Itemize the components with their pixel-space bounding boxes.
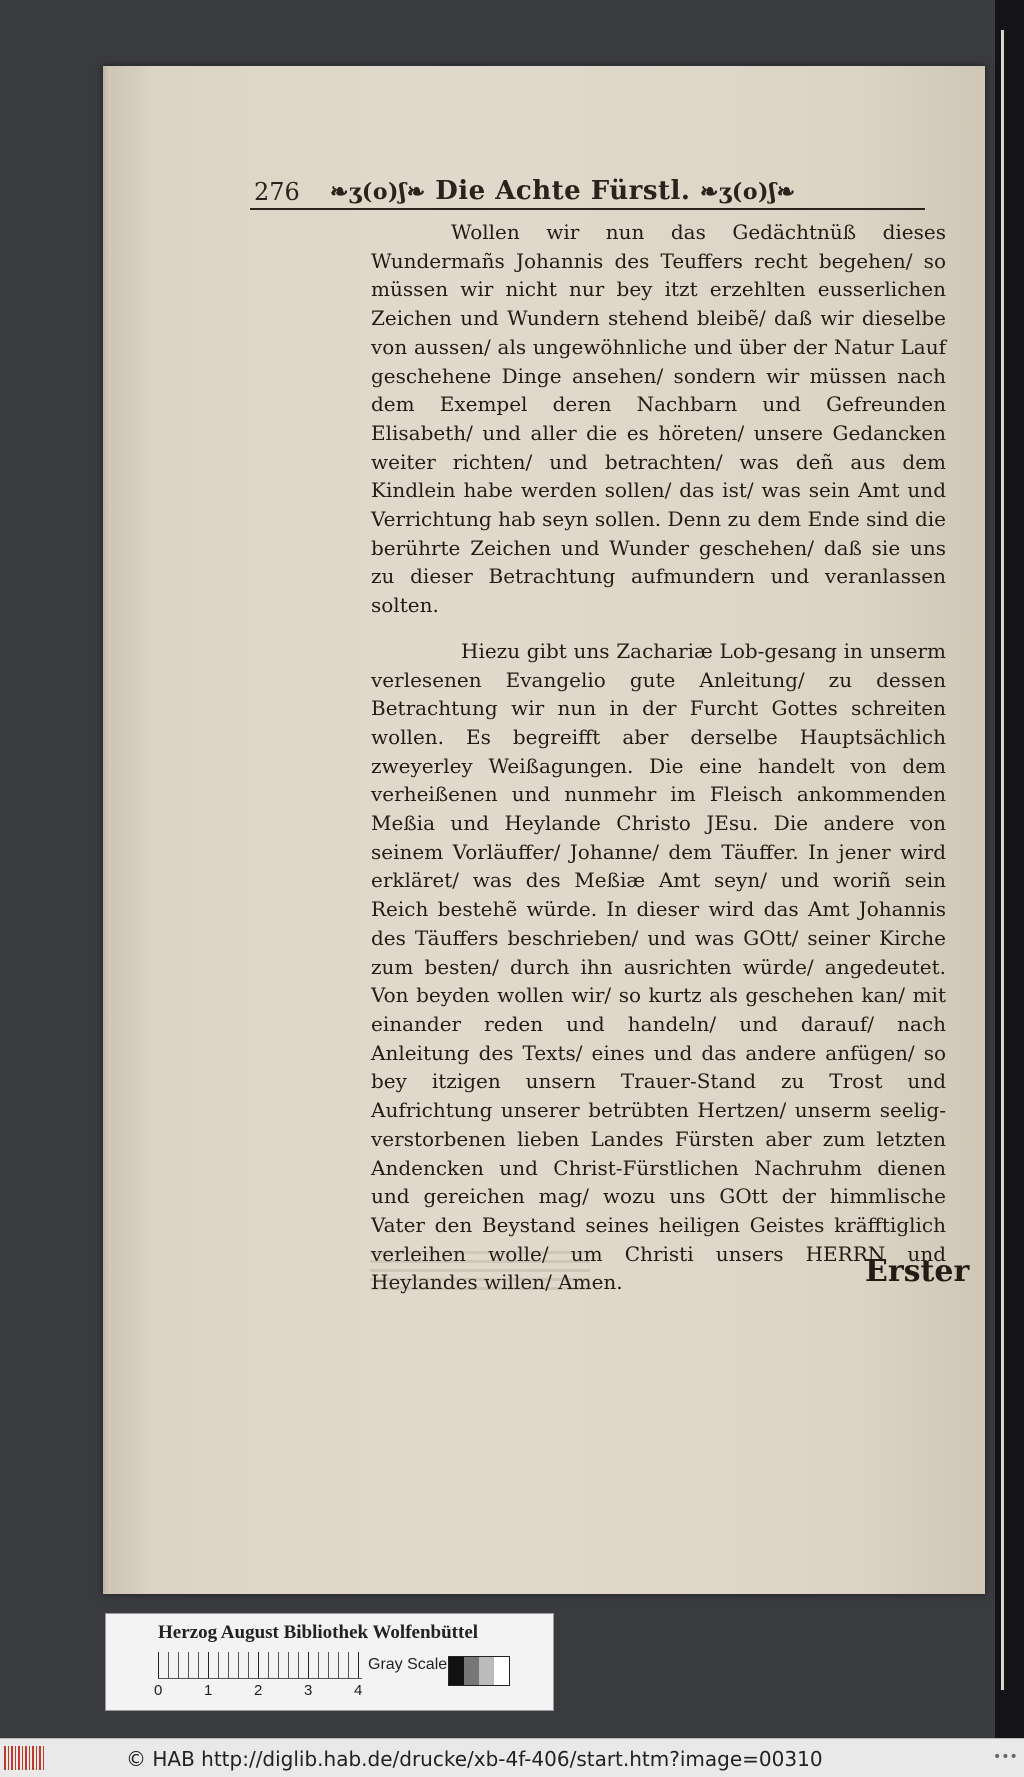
running-title-text: Die Achte Fürstl. bbox=[435, 176, 691, 206]
adjacent-page-edge bbox=[995, 0, 1024, 1738]
copyright-link[interactable]: © HAB http://diglib.hab.de/drucke/xb-4f-406/start.htm?image=00310 bbox=[126, 1747, 823, 1771]
footer-bar bbox=[0, 1738, 1024, 1777]
gray-swatches bbox=[448, 1656, 510, 1686]
ruler-number: 0 bbox=[154, 1682, 163, 1699]
page-header bbox=[250, 172, 930, 206]
library-name: Herzog August Bibliothek Wolfenbüttel bbox=[158, 1622, 479, 1643]
ornament-left: ❧ʒ(o)ʃ❧ bbox=[330, 179, 426, 205]
hab-logo-icon bbox=[4, 1746, 44, 1770]
catchword: Erster bbox=[865, 1254, 970, 1289]
ornament-right: ❧ʒ(o)ʃ❧ bbox=[699, 179, 796, 205]
ruler-number: 3 bbox=[304, 1682, 313, 1699]
header-rule bbox=[250, 208, 925, 210]
ruler-number: 2 bbox=[254, 1682, 263, 1699]
running-title bbox=[330, 176, 796, 206]
paragraph: Hiezu gibt uns Zachariæ Lob-gesang in unserm verlesenen Evangelio gute Anleitung/ zu dessen Betrachtung wir nun in der Furcht Gottes schreiten wollen. Es begreifft aber derselbe Hauptsächlich zweyerley Weißagungen. Die eine handelt von dem verheißenen und nunmehr im Fleisch ankommenden Meßia und Heylande Christo JEsu. Die andere von seinem Vorläuffer/ Johanne/ dem Täuffer. In jener wird erkläret/ was des Meßiæ Amt seyn/ und woriñ sein Reich bestehẽ würde. In dieser wird das Amt Johannis des Täuffers beschrieben/ und was GOtt/ seiner Kirche zum besten/ durch ihn ausrichten würde/ angedeutet. Von beyden wollen wir/ so kurtz als geschehen kan/ mit einander reden und handeln/ und darauf/ nach Anleitung des Texts/ eines und das andere anfügen/ so bey itzigen unsern Trauer-Stand zu Trost und Aufrichtung unserer betrübten Hertzen/ unserm seelig-verstorbenen lieben Landes Fürsten aber zum letzten Andencken und Christ-Fürstlichen Nachruhm dienen und gereichen mag/ wozu uns GOtt der himmlische Vater den Beystand seines heiligen Geistes kräfftiglich verleihen wolle/ um Christi unsers HERRN und Heylandes willen/ Amen. bbox=[371, 638, 946, 1295]
main-text bbox=[371, 218, 946, 1297]
ruler-ticks bbox=[158, 1652, 362, 1679]
gray-scale-card bbox=[105, 1613, 554, 1711]
bleed-through bbox=[370, 1246, 590, 1290]
ruler-number: 4 bbox=[354, 1682, 363, 1699]
paragraph: Wollen wir nun das Gedächtnüß dieses Wundermañs Johannis des Teuffers recht begehen/ so müssen wir nicht nur bey itzt erzehlten eusserlichen Zeichen und Wundern stehend bleibẽ/ daß wir dieselbe von aussen/ als ungewöhnliche und über der Natur Lauf geschehene Dinge ansehen/ sondern wir müssen nach dem Exempel deren Nachbarn und Gefreunden Elisabeth/ und aller die es höreten/ unsere Gedancken weiter richten/ und betrachten/ was deñ aus dem Kindlein habe werden sollen/ das ist/ was sein Amt und Verrichtung hab seyn sollen. Denn zu dem Ende sind die berührte Zeichen und Wunder geschehen/ daß sie uns zu dieser Betrachtung aufmundern und veranlassen solten. bbox=[371, 220, 946, 618]
page-number: 276 bbox=[254, 178, 300, 206]
more-menu-icon[interactable]: ••• bbox=[993, 1749, 1018, 1765]
ruler-number: 1 bbox=[204, 1682, 213, 1699]
gray-scale-label: Gray Scale bbox=[368, 1656, 448, 1673]
